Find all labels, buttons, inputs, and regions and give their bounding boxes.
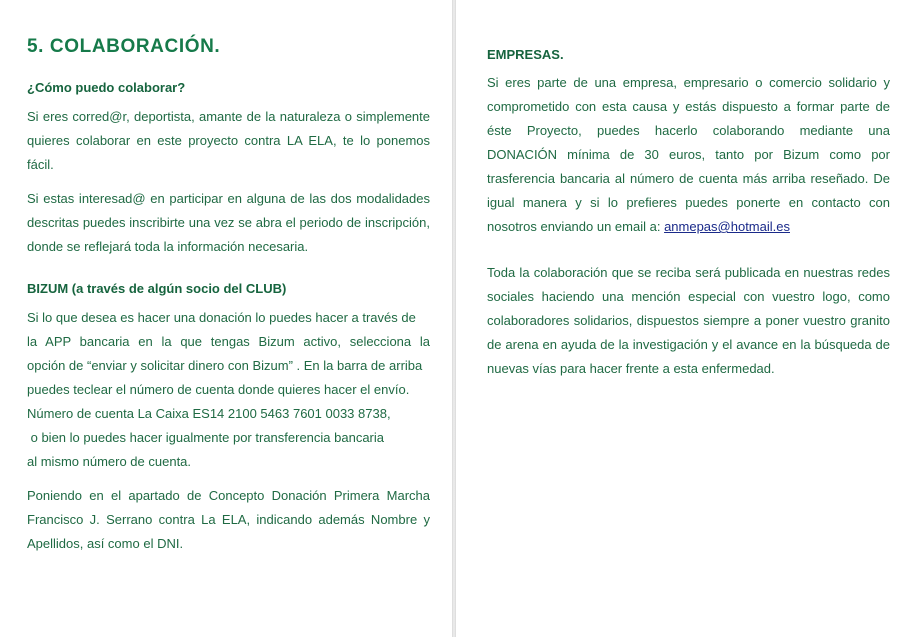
companies-paragraph [487, 71, 890, 239]
email-link[interactable]: anmepas@hotmail.es [664, 219, 790, 234]
bizum-line: la APP bancaria en la que tengas Bizum activo, selecciona la [27, 334, 430, 349]
concept-paragraph: Poniendo en el apartado de Concepto Donación Primera Marcha Francisco J. Serrano contra La ELA, indicando además Nombre y Apellidos, así como el DNI. [27, 488, 430, 551]
bizum-line: puedes teclear el número de cuenta donde quieres hacer el envío. [27, 382, 410, 397]
bizum-line: o bien lo puedes hacer igualmente por transferencia bancaria [27, 430, 385, 445]
bizum-line: al mismo número de cuenta. [27, 454, 192, 469]
intro-paragraph: Si eres corred@r, deportista, amante de la naturaleza o simplemente quieres colaborar en este proyecto contra LA ELA, te lo ponemos fácil. [27, 109, 430, 172]
bizum-line: Si lo que desea es hacer una donación lo puedes hacer a través de [27, 310, 416, 325]
companies-heading: EMPRESAS. [487, 47, 564, 62]
right-page [456, 0, 917, 637]
section-title: 5. COLABORACIÓN. [27, 36, 221, 57]
left-page [0, 0, 452, 637]
spacer [27, 269, 430, 281]
bizum-heading: BIZUM (a través de algún socio del CLUB) [27, 281, 287, 296]
publication-paragraph: Toda la colaboración que se reciba será publicada en nuestras redes sociales haciendo una mención especial con vuestro logo, como colaboradores solidarios, dispuestos siempre a poner vuestro granito de arena en ayuda de la investigación y el avance en la búsqueda de nuevas vías para hacer frente a esta enfermedad. [487, 265, 890, 376]
question-heading: ¿Cómo puedo colaborar? [27, 80, 186, 95]
interest-paragraph: Si estas interesad@ en participar en alguna de las dos modalidades descritas puedes inscribirte una vez se abra el periodo de inscripción, donde se reflejará toda la información necesaria. [27, 191, 430, 254]
bizum-account-line: Número de cuenta La Caixa ES14 2100 5463 7601 0033 8738, [27, 406, 391, 421]
bizum-paragraph [27, 306, 430, 474]
bizum-line: opción de “enviar y solicitar dinero con Bizum” . En la barra de arriba [27, 358, 423, 373]
companies-text: Si eres parte de una empresa, empresario o comercio solidario y comprometido con esta causa y estás dispuesto a formar parte de éste Proyecto, puedes hacerlo colaborando mediante una DONACIÓN mínima de 30 euros, tanto por Bizum como por trasferencia bancaria al número de cuenta más arriba reseñado. De igual manera y si lo prefieres puedes ponerte en contacto con nosotros enviando un email a: [487, 75, 890, 234]
spacer [487, 249, 890, 261]
